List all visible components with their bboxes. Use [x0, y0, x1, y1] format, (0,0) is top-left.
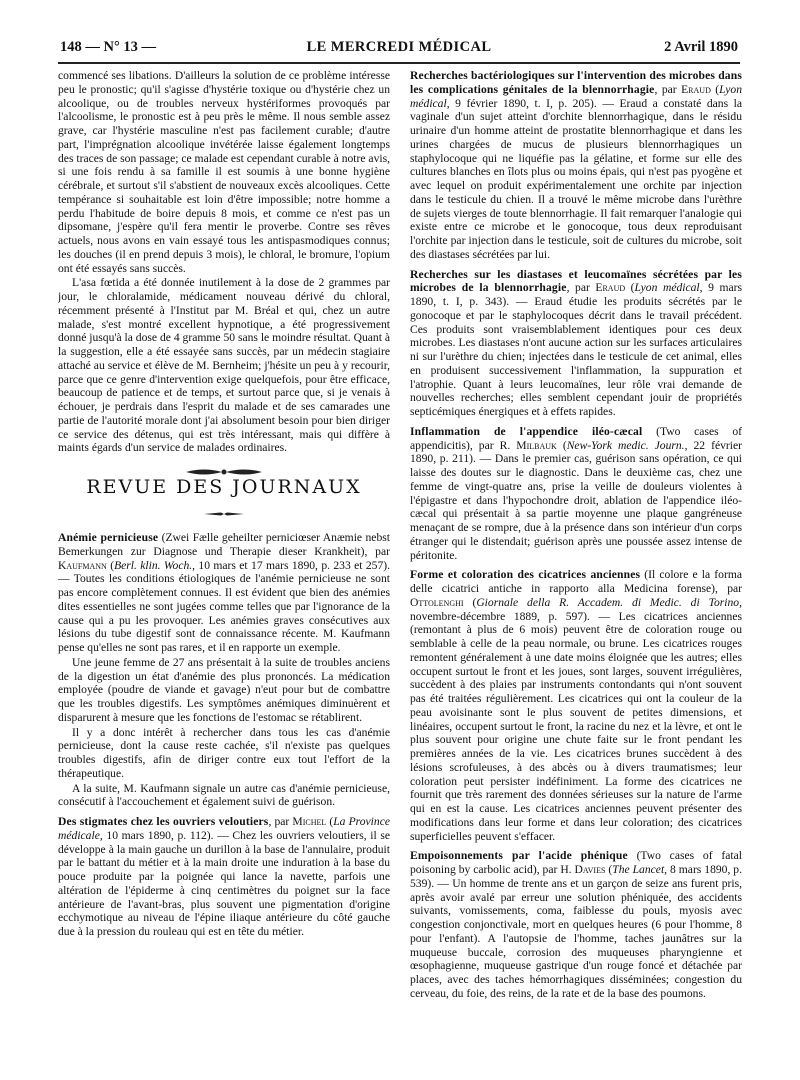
article-cicatrices [410, 568, 742, 843]
article-title: Inflammation de l'appendice iléo-cæcal [410, 424, 643, 438]
article-text: (Two cases of fatal poisoning by carbolic acid), par [410, 849, 742, 876]
paragraph: L'asa fœtida a été donnée inutilement à la dose de 2 grammes par jour, le chloralamide, médicament nouveau dérivé du chloral, récemment présenté à l'Institut par M. Bréal et qui, chez un autre malade, s'est montré excellent hypnotique, a été progressivement donné jusqu'à la dose de 4 gramme 50 sans le moindre résultat. Quant à la suggestion, elle a été essayée sans succès, par un médecin stagiaire attaché au service et élève de M. Bernheim; j'hésite un peu à y recourir, parce que ce genre d'intervention exige quelquefois, pour être efficace, beaucoup de patience et de temps, et surtout parce que, si je venais à échouer, je perdrais dans l'esprit du malade et de ses camarades une partie de l'autorité morale dont j'ai absolument besoin pour bien diriger ce service des détenus, qui est très intéressant, mais qui diffère à maints égards d'un service de malades ordinaires. [58, 276, 390, 455]
article-title: Anémie pernicieuse [58, 531, 159, 544]
article-text: (Two cases of appendicitis), par [410, 424, 742, 452]
article-source: La Province médicale [58, 815, 390, 842]
article-source: The Lancet [612, 863, 665, 876]
article-source: New-York medic. Journ. [566, 438, 685, 452]
article-recherches-bacteriologiques [410, 69, 742, 262]
section-heading-block [58, 465, 390, 525]
article-acide-phenique [410, 849, 742, 1000]
article-text: , par [268, 815, 293, 828]
left-column [58, 69, 390, 1069]
article-text: ( [710, 82, 720, 96]
article-text: , 9 mars 1890, t. I, p. 343). — Eraud étudie les produits sécrétés par le gonocoque et par le staphylocoques décrit dans le travail précédent. Ces produits sont vraisemblablement identiques pour ces deux microbes. Les diastases n'ont aucune action sur les surfaces articulaires ni sur l'urèthre du chien; injectées dans le testicule de cet animal, elles en produisent successivement l'inflammation, la suppuration et l'atrophie. Quant à leurs leucomaïnes, leur rôle vrai demande de nouvelles recherches; elles semblent cependant jouir de propriétés septicémiques énergiques et à effets rapides. [410, 281, 742, 418]
article-diastases [410, 268, 742, 419]
article-title: Recherches sur les diastases et leucomaïnes sécrétées par les microbes de la blennorrhagie [410, 267, 742, 295]
article-source: Giornale della R. Accadem. di Medic. di Torino [476, 595, 740, 609]
paragraph: Une jeune femme de 27 ans présentait à la suite de troubles anciens de la digestion un état d'anémie des plus prononcés. La médication employée (poudre de viande et gavage) n'eut pour but de combattre que les troubles digestifs. Les symptômes anémiques diminuèrent et disparurent à mesure que les fonctions de l'estomac se rétablirent. [58, 655, 390, 724]
article-title: Forme et coloration des cicatrices anciennes [410, 568, 641, 582]
article-text: , par [654, 82, 682, 96]
article-source: Berl. klin. Woch. [114, 558, 193, 572]
article-text: , 10 mars et 17 mars 1890, p. 233 et 257). — Toutes les conditions étiologiques de l'anémie pernicieuse ne sont pas encore complètement connues. Il est évident que bien des anémies dites essentielles ne sont jugées comme telles que par l'ignorance de la cause qui a pu les provoquer. Les anémies graves consécutives aux lésions du tube digestif sont de connaissance récente. M. Kaufmann pense qu'elles ne sont pas rares, et il en rapporte un exemple. [58, 558, 390, 654]
article-title: Empoisonnements par l'acide phénique [410, 849, 628, 863]
header-rule [58, 62, 740, 64]
article-text: , 9 février 1890, t. I, p. 205). — Eraud a constaté dans la vaginale d'un sujet atteint d'orchite blennorrhagique, dans le résidu urinaire d'un homme atteint de prostatite blennorrhagique et dans les urines chargées de mucus de plusieurs blennorrhagiques un staphylocoque qui ne liquéfie pas la gélatine, et forme sur elle des cultures blanches en îlots plus ou moins épais, qui n'est pas pyogène et avec lequel on produit expérimentalement une orchite par injection dans le testicule du chien. Il a trouvé le même microbe dans l'urèthre de sujets vierges de toute blennorrhagie. Il fait remarquer l'analogie qui existe entre ce microbe et le gonocoque, tous deux reproduisant l'orchite par injection dans le testicule, soit de cultures du microbe, soit des diastases sécrétées par lui. [410, 96, 742, 261]
article-text: , par [566, 281, 596, 295]
article-title: Des stigmates chez les ouvriers veloutiers [58, 815, 269, 828]
article-author: Eraud [681, 82, 711, 96]
article-source: Lyon médical [634, 281, 700, 295]
article-text: (Il colore e la forma delle cicatrici antiche in rapporto alla Medicina forense), par [410, 568, 742, 595]
article-title: Recherches bactériologiques sur l'intervention des microbes dans les complications génitales de la blennorrhagie [410, 69, 742, 96]
article-text: , novembre-décembre 1889, p. 597). — Les cicatrices anciennes (remontant à plus de 6 mois) peuvent être de coloration rouge ou semblable à celle de la peau normale, ou brune. Les cicatrices rouges remontent généralement à une date moins éloignée que les autres; elles occupent surtout le front et les joues, sont larges, souvent irrégulières, succèdent à des plaies par instruments contondants qui n'ont souvent pas été traitées régulièrement. Les cicatrices qui ont la couleur de la peau avoisinante sont le plus souvent de petites dimensions, et linéaires, occupent surtout le front, la racine du nez et la lèvre, et ont le plus souvent pour origine une chute faite sur le front pendant les premières années de la vie. Les cicatrices brunes succèdent à des lésions scrofuleuses, à des abcès ou à divers traumatismes; leur coloration peut persister indéfiniment. La forme des cicatrices ne fournit que très rarement des données sérieuses sur la nature de l'arme qui en est la cause. Les cicatrices anciennes peuvent présenter des modifications dans leur forme et dans leur coloration; des cicatrices superficielles peuvent s'effacer. [410, 595, 742, 843]
article-author: Eraud [595, 281, 626, 295]
article-text: ( [106, 558, 115, 572]
article-text: ( [463, 595, 477, 609]
article-text: , 22 février 1890, p. 211). — Dans le premier cas, guérison sans opération, ce qui laisse des doutes sur le diagnostic. Dans le deuxième cas, chez une femme de vingt-quatre ans, prise la veille de douleurs violentes à l'épigastre et dans l'hypochondre droit, ablation de l'appendice iléo-cæcal qui présentait à sa partie moyenne une plaque gangréneuse menaçant de se rompre, due à la présence dans son intérieur d'un corps étranger qui le distendait; guérison après une poussée assez intense de péritonite. [410, 438, 742, 562]
article-text: ( [326, 815, 334, 828]
article-anemie-pernicieuse [58, 531, 390, 655]
divider-ornament-icon [204, 511, 244, 517]
article-author: Ottolenghi [410, 595, 464, 609]
article-author: R. Milbauk [499, 438, 557, 452]
article-source: Lyon médical [410, 82, 742, 110]
article-text: ( [625, 281, 635, 295]
journal-title: LE MERCREDI MÉDICAL [306, 39, 492, 55]
article-text: (Zwei Fælle geheilter perniciœser Anæmie nebst Bemerkungen zur Diagnose und Therapie dieser Krankheit), par [58, 531, 390, 558]
running-header [60, 39, 738, 59]
article-text: ( [556, 438, 567, 452]
article-appendice [410, 425, 742, 563]
right-column [410, 69, 742, 1069]
article-text: , 10 mars 1890, p. 112). — Chez les ouvriers veloutiers, il se développe à la main gauche un durillon à la base de l'annulaire, produit par le battant du métier et à la main droite une induration à la base du pouce produite par la poignée qui lance la navette, parfois une altération de l'épiderme à cinq centimètres du poignet sur la face antérieure de l'avant-bras, plus souvent une pigmentation d'origine ecchymotique au niveau de l'épine iliaque antérieure du côté gauche due à la pression du rouleau qui est en tête du métier. [58, 828, 390, 938]
article-author: Kaufmann [58, 558, 107, 572]
page-number: 148 — N° 13 — [60, 39, 157, 55]
article-text: ( [605, 863, 613, 876]
paragraph: Il y a donc intérêt à rechercher dans tous les cas d'anémie pernicieuse, dont la cause reste cachée, s'il n'existe pas quelques troubles digestifs, afin de diriger contre eux tout l'effort de la thérapeutique. [58, 725, 390, 780]
article-text: , 8 mars 1890, p. 539). — Un homme de trente ans et un garçon de seize ans furent pris, après avoir avalé par erreur une solution phéniquée, des accidents suivants, vomissements, coma, faiblesse du pouls, myosis avec congestion conjonctivale, mort en quelques heures (6 pour l'homme, 8 pour l'enfant). A l'autopsie de l'homme, taches jaunâtres sur la muqueuse buccale, corrosion des muqueuses pharyngienne et œsophagienne, muqueuse gastrique d'un rouge foncé et détachée par places, avec des taches hémorrhagiques disséminées; congestion du cerveau, du foie, des reins, de la rate et de la base des poumons. [410, 863, 742, 1000]
article-stigmates [58, 815, 390, 939]
section-title: REVUE DES JOURNAUX [86, 476, 362, 498]
article-author: Michel [292, 815, 327, 828]
paragraph: A la suite, M. Kaufmann signale un autre cas d'anémie pernicieuse, consécutif à l'accouchement et également suivi de guérison. [58, 781, 390, 809]
issue-date: 2 Avril 1890 [664, 39, 738, 55]
article-author: H. Davies [560, 863, 606, 876]
paragraph: commencé ses libations. D'ailleurs la solution de ce problème intéresse peu le pronostic; qu'il s'agisse d'hystérie toxique ou d'hystérie chez un alcoolique, ou de troubles nerveux hystériformes provoqués par l'alcoolisme, le pronostic est à peu près le même. Il nous semble assez grave, car l'hystérie masculine n'est pas facilement curable; d'autre part, l'imprégnation alcoolique invétérée laisse également longtemps des traces de son passage; ce malade est cependant curable à notre avis, si une fois rendu à sa famille il est soumis à une bonne hygiène cérébrale, et surtout s'il s'abstient de nouveaux excès alcooliques. Cette tempérance si souhaitable est loin d'être impossible; notre homme a perdu l'habitude de boire depuis 8 mois, et comme ce n'est pas un dipsomane, j'espère qu'il fera mentir le proverbe. Contre ses rêves actuels, nous avons en vain essayé tous les antispasmodiques connus; les douches (il en prend depuis 3 mois), le chloral, le bromure, l'opium ont été essayés sans succès. [58, 69, 390, 275]
